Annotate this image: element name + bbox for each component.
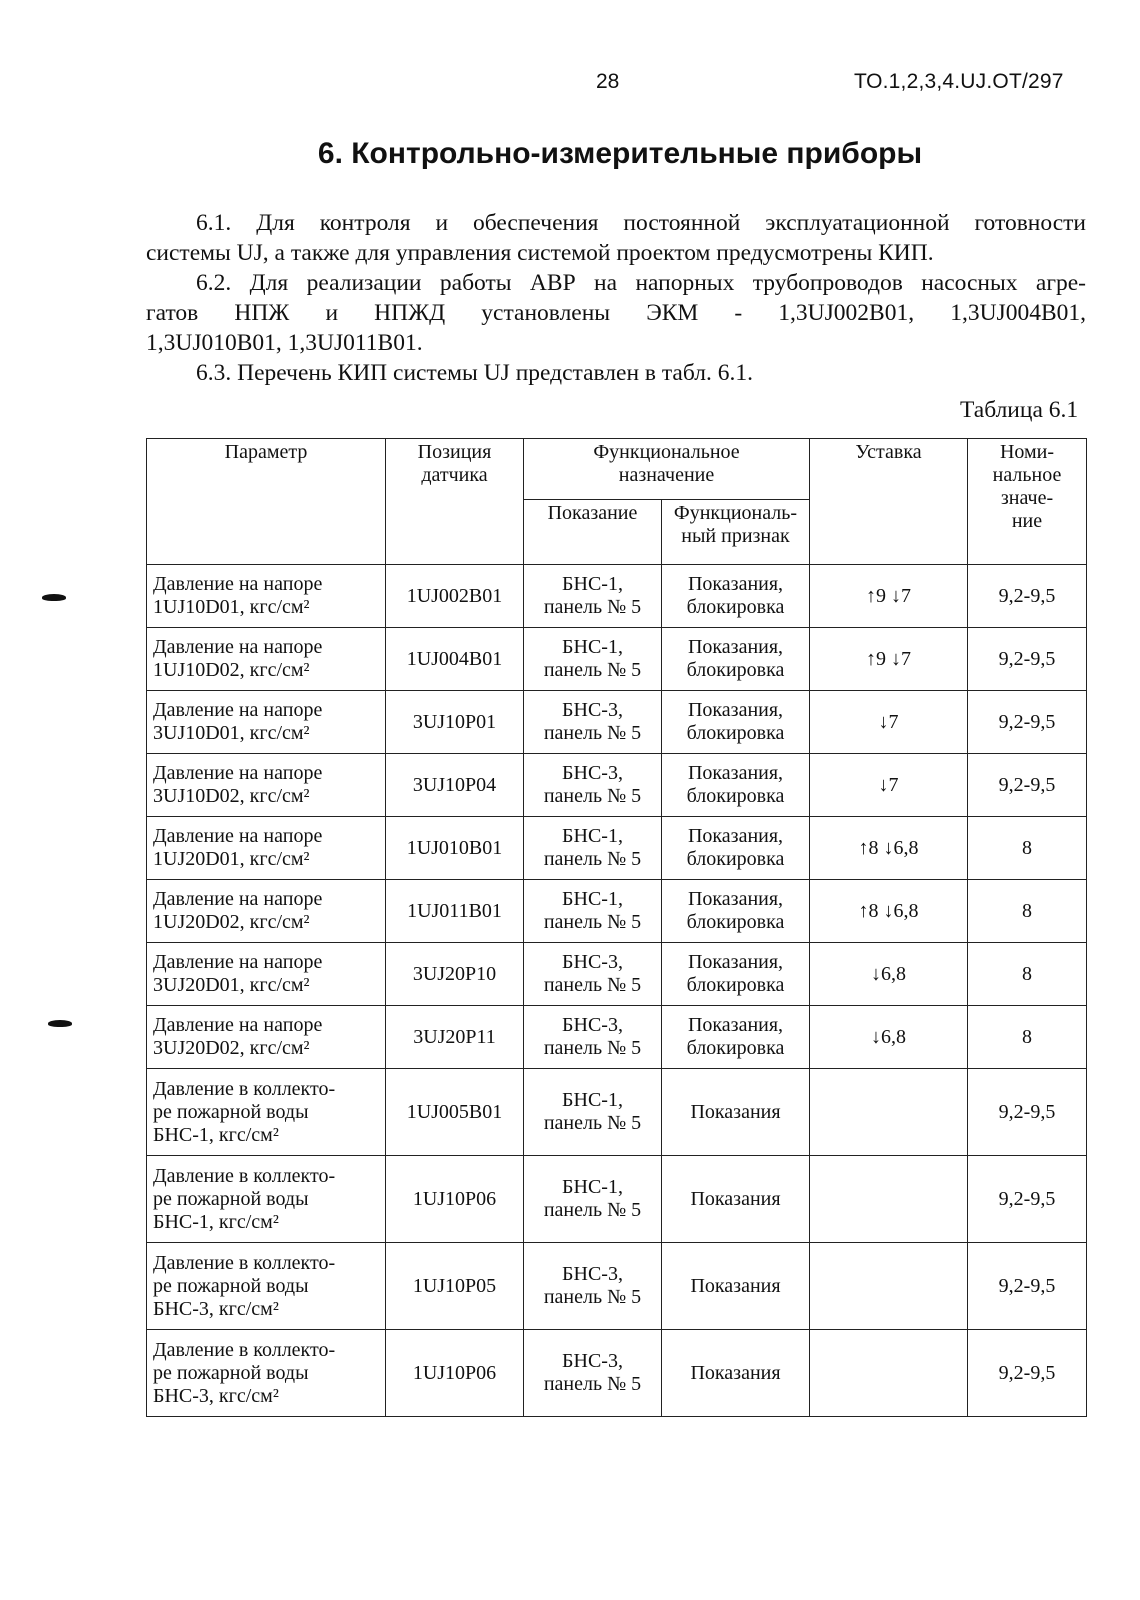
paragraph-line: 6.1. Для контроля и обеспечения постоянной эксплуатационной готовности <box>196 210 1086 236</box>
cell-setpoint: ↑8 ↓6,8 <box>810 880 968 943</box>
cell-indication: БНС-3, панель № 5 <box>524 1006 662 1069</box>
cell-setpoint: ↓6,8 <box>810 943 968 1006</box>
cell-setpoint: ↑9 ↓7 <box>810 565 968 628</box>
cell-parameter: Давление на напоре 3UJ10D02, кгс/см² <box>147 754 386 817</box>
cell-indication: БНС-3, панель № 5 <box>524 1243 662 1330</box>
cell-position: 1UJ10P06 <box>386 1156 524 1243</box>
table-caption: Таблица 6.1 <box>960 397 1079 423</box>
header-functional-purpose: Функциональное назначение <box>524 439 810 500</box>
paragraph-6-3 <box>146 358 1086 388</box>
paragraph-6-1 <box>146 208 1086 268</box>
header-nominal-value: Номи- нальное значе- ние <box>968 439 1087 565</box>
cell-parameter: Давление на напоре 1UJ20D01, кгс/см² <box>147 817 386 880</box>
paragraph-line: 6.3. Перечень КИП системы UJ представлен в табл. 6.1. <box>196 360 753 386</box>
cell-setpoint <box>810 1243 968 1330</box>
header-setpoint: Уставка <box>810 439 968 565</box>
section-title: 6. Контрольно-измерительные приборы <box>317 137 923 170</box>
cell-setpoint <box>810 1156 968 1243</box>
cell-parameter: Давление на напоре 1UJ10D02, кгс/см² <box>147 628 386 691</box>
cell-nominal: 9,2-9,5 <box>968 1069 1087 1156</box>
cell-position: 1UJ010B01 <box>386 817 524 880</box>
cell-parameter: Давление на напоре 3UJ10D01, кгс/см² <box>147 691 386 754</box>
paragraph-line: гатов НПЖ и НПЖД установлены ЭКМ - 1,3UJ002B01, 1,3UJ004B01, <box>146 300 1086 326</box>
cell-nominal: 9,2-9,5 <box>968 754 1087 817</box>
cell-setpoint: ↑8 ↓6,8 <box>810 817 968 880</box>
cell-indication: БНС-1, панель № 5 <box>524 1156 662 1243</box>
cell-indication: БНС-1, панель № 5 <box>524 628 662 691</box>
cell-functional-sign: Показания <box>662 1069 810 1156</box>
cell-functional-sign: Показания, блокировка <box>662 817 810 880</box>
cell-indication: БНС-3, панель № 5 <box>524 1330 662 1417</box>
table-row <box>147 1156 1087 1243</box>
cell-parameter: Давление в коллекто- ре пожарной воды БНС-1, кгс/см² <box>147 1156 386 1243</box>
cell-setpoint <box>810 1330 968 1417</box>
document-code: ТО.1,2,3,4.UJ.OT/297 <box>854 70 1064 93</box>
cell-nominal: 9,2-9,5 <box>968 1330 1087 1417</box>
cell-functional-sign: Показания, блокировка <box>662 565 810 628</box>
cell-parameter: Давление в коллекто- ре пожарной воды БНС-3, кгс/см² <box>147 1243 386 1330</box>
table-row <box>147 754 1087 817</box>
cell-setpoint: ↓6,8 <box>810 1006 968 1069</box>
table-row <box>147 1243 1087 1330</box>
cell-setpoint: ↓7 <box>810 691 968 754</box>
cell-functional-sign: Показания, блокировка <box>662 691 810 754</box>
header-functional-sign: Функциональ- ный признак <box>662 500 810 565</box>
scan-mark <box>42 594 66 601</box>
cell-nominal: 8 <box>968 943 1087 1006</box>
cell-setpoint: ↓7 <box>810 754 968 817</box>
cell-functional-sign: Показания, блокировка <box>662 943 810 1006</box>
cell-nominal: 9,2-9,5 <box>968 1156 1087 1243</box>
table-row <box>147 1006 1087 1069</box>
cell-parameter: Давление на напоре 3UJ20D02, кгс/см² <box>147 1006 386 1069</box>
scan-mark <box>48 1020 72 1027</box>
header-indication: Показание <box>524 500 662 565</box>
header-parameter: Параметр <box>147 439 386 565</box>
table-row <box>147 943 1087 1006</box>
table-row <box>147 628 1087 691</box>
cell-indication: БНС-1, панель № 5 <box>524 817 662 880</box>
cell-nominal: 8 <box>968 880 1087 943</box>
cell-indication: БНС-1, панель № 5 <box>524 565 662 628</box>
cell-functional-sign: Показания <box>662 1243 810 1330</box>
cell-position: 3UJ20P11 <box>386 1006 524 1069</box>
cell-position: 1UJ005B01 <box>386 1069 524 1156</box>
cell-position: 1UJ004B01 <box>386 628 524 691</box>
table-row <box>147 880 1087 943</box>
cell-functional-sign: Показания <box>662 1156 810 1243</box>
cell-parameter: Давление в коллекто- ре пожарной воды БНС-1, кгс/см² <box>147 1069 386 1156</box>
cell-parameter: Давление на напоре 3UJ20D01, кгс/см² <box>147 943 386 1006</box>
cell-parameter: Давление на напоре 1UJ10D01, кгс/см² <box>147 565 386 628</box>
cell-position: 3UJ20P10 <box>386 943 524 1006</box>
cell-nominal: 9,2-9,5 <box>968 628 1087 691</box>
cell-indication: БНС-3, панель № 5 <box>524 691 662 754</box>
cell-indication: БНС-3, панель № 5 <box>524 754 662 817</box>
table-row <box>147 565 1087 628</box>
cell-functional-sign: Показания, блокировка <box>662 880 810 943</box>
paragraph-line: 1,3UJ010B01, 1,3UJ011B01. <box>146 330 423 356</box>
table-row <box>147 1069 1087 1156</box>
cell-parameter: Давление на напоре 1UJ20D02, кгс/см² <box>147 880 386 943</box>
cell-nominal: 8 <box>968 1006 1087 1069</box>
cell-position: 3UJ10P01 <box>386 691 524 754</box>
cell-position: 1UJ002B01 <box>386 565 524 628</box>
page-number: 28 <box>596 70 620 93</box>
cell-indication: БНС-3, панель № 5 <box>524 943 662 1006</box>
cell-functional-sign: Показания <box>662 1330 810 1417</box>
cell-nominal: 9,2-9,5 <box>968 691 1087 754</box>
paragraph-6-2 <box>146 268 1086 358</box>
cell-setpoint <box>810 1069 968 1156</box>
header-sensor-position: Позиция датчика <box>386 439 524 565</box>
cell-functional-sign: Показания, блокировка <box>662 628 810 691</box>
instrument-table <box>146 438 1087 1417</box>
cell-position: 1UJ10P06 <box>386 1330 524 1417</box>
cell-nominal: 8 <box>968 817 1087 880</box>
table-row <box>147 691 1087 754</box>
cell-parameter: Давление в коллекто- ре пожарной воды БНС-3, кгс/см² <box>147 1330 386 1417</box>
cell-position: 1UJ10P05 <box>386 1243 524 1330</box>
paragraph-line: 6.2. Для реализации работы АВР на напорных трубопроводов насосных агре- <box>196 270 1086 296</box>
cell-indication: БНС-1, панель № 5 <box>524 1069 662 1156</box>
cell-position: 3UJ10P04 <box>386 754 524 817</box>
cell-nominal: 9,2-9,5 <box>968 565 1087 628</box>
cell-setpoint: ↑9 ↓7 <box>810 628 968 691</box>
cell-indication: БНС-1, панель № 5 <box>524 880 662 943</box>
cell-functional-sign: Показания, блокировка <box>662 754 810 817</box>
paragraph-line: системы UJ, а также для управления системой проектом предусмотрены КИП. <box>146 240 934 266</box>
table-row <box>147 1330 1087 1417</box>
table-row <box>147 817 1087 880</box>
cell-nominal: 9,2-9,5 <box>968 1243 1087 1330</box>
cell-functional-sign: Показания, блокировка <box>662 1006 810 1069</box>
cell-position: 1UJ011B01 <box>386 880 524 943</box>
